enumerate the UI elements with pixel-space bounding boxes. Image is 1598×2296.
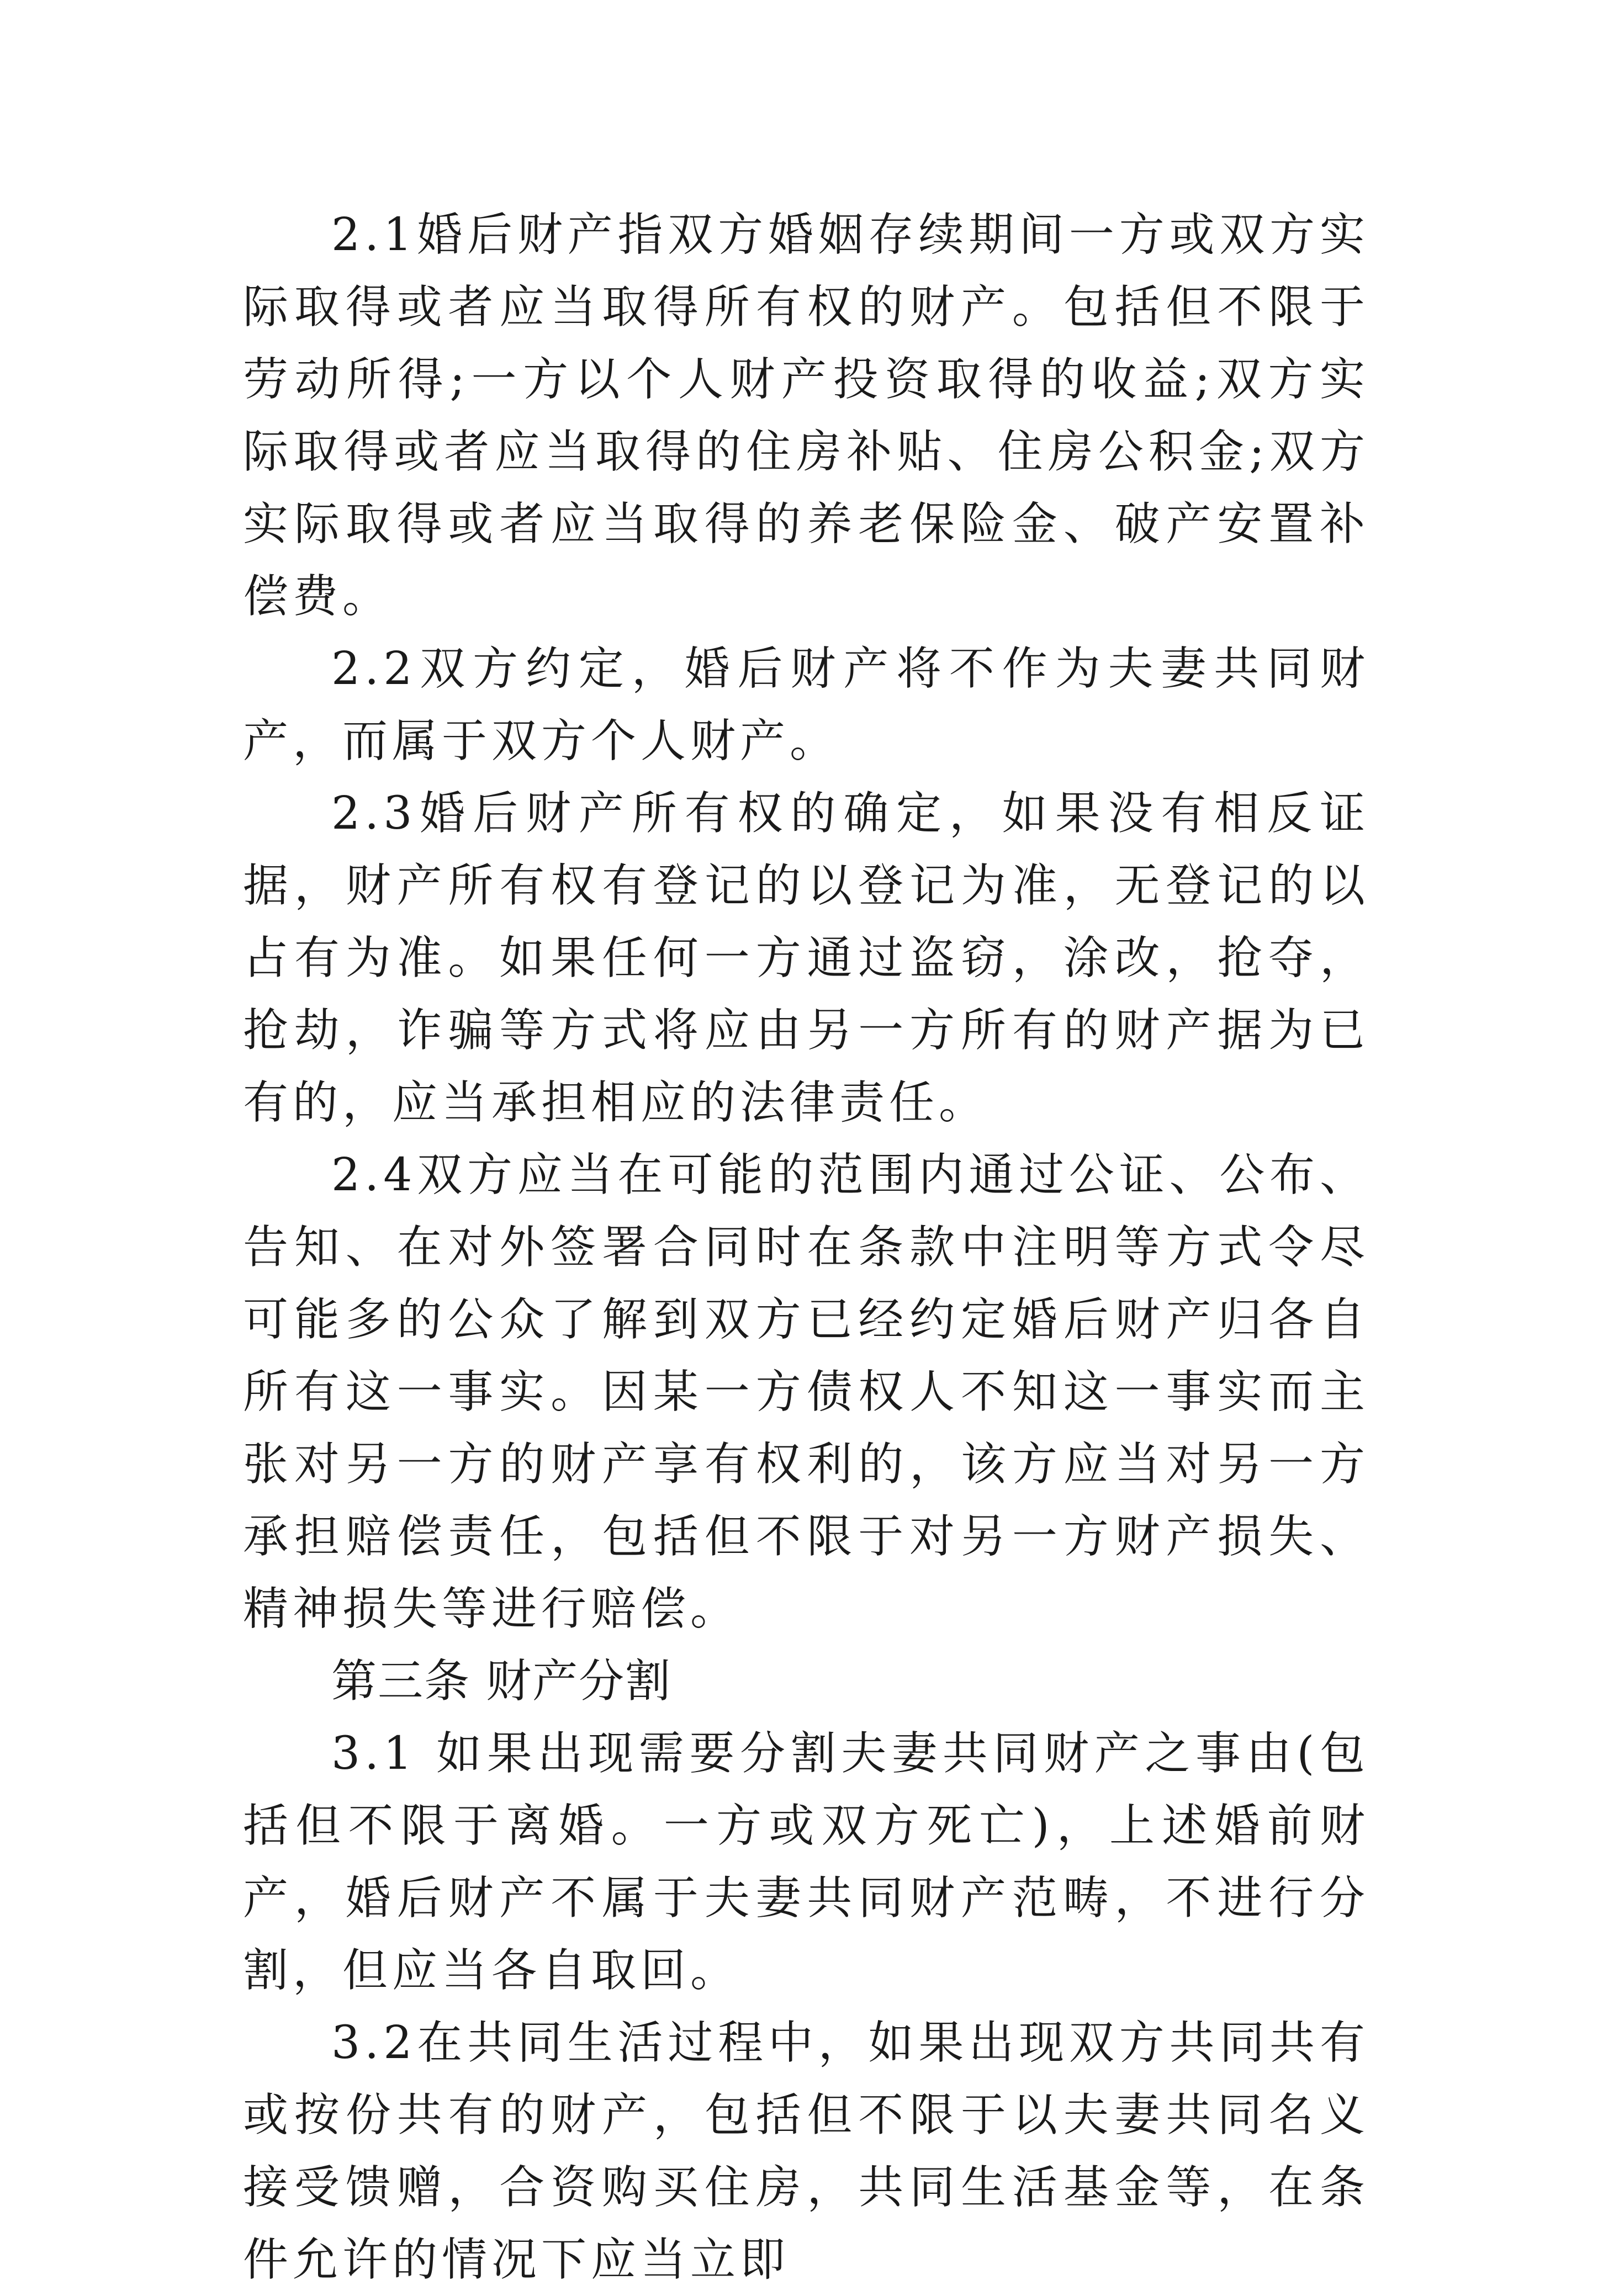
section-heading-article-3: 第三条 财产分割 [331,1655,672,1708]
paragraph-3-2: 3.2在共同生活过程中，如果出现双方共同共有或按份共有的财产，包括但不限于以夫妻共同名义接受馈赠，合资购买住房，共同生活基金等，在条件允许的情况下应当立即 [243,2017,1369,2286]
paragraph-2-4: 2.4双方应当在可能的范围内通过公证、公布、告知、在对外签署合同时在条款中注明等方式令尽可能多的公众了解到双方已经约定婚后财产归各自所有这一事实。因某一方债权人不知这一事实而主张对另一方的财产享有权利的，该方应当对另一方承担赔偿责任，包括但不限于对另一方财产损失、精神损失等进行赔偿。 [243,1149,1369,1635]
paragraph-2-2: 2.2双方约定，婚后财产将不作为夫妻共同财产，而属于双方个人财产。 [243,643,1369,767]
paragraph-2-3: 2.3婚后财产所有权的确定，如果没有相反证据，财产所有权有登记的以登记为准，无登记的以占有为准。如果任何一方通过盗窃，涂改，抢夺，抢劫，诈骗等方式将应由另一方所有的财产据为已有的，应当承担相应的法律责任。 [243,787,1369,1129]
paragraph-3-1: 3.1 如果出现需要分割夫妻共同财产之事由(包括但不限于离婚。一方或双方死亡)，上述婚前财产，婚后财产不属于夫妻共同财产范畴，不进行分割，但应当各自取回。 [243,1727,1369,1997]
document-body [243,199,1369,2296]
paragraph-2-1: 2.1婚后财产指双方婚姻存续期间一方或双方实际取得或者应当取得所有权的财产。包括但不限于劳动所得;一方以个人财产投资取得的收益;双方实际取得或者应当取得的住房补贴、住房公积金;双方实际取得或者应当取得的养老保险金、破产安置补偿费。 [243,209,1369,623]
